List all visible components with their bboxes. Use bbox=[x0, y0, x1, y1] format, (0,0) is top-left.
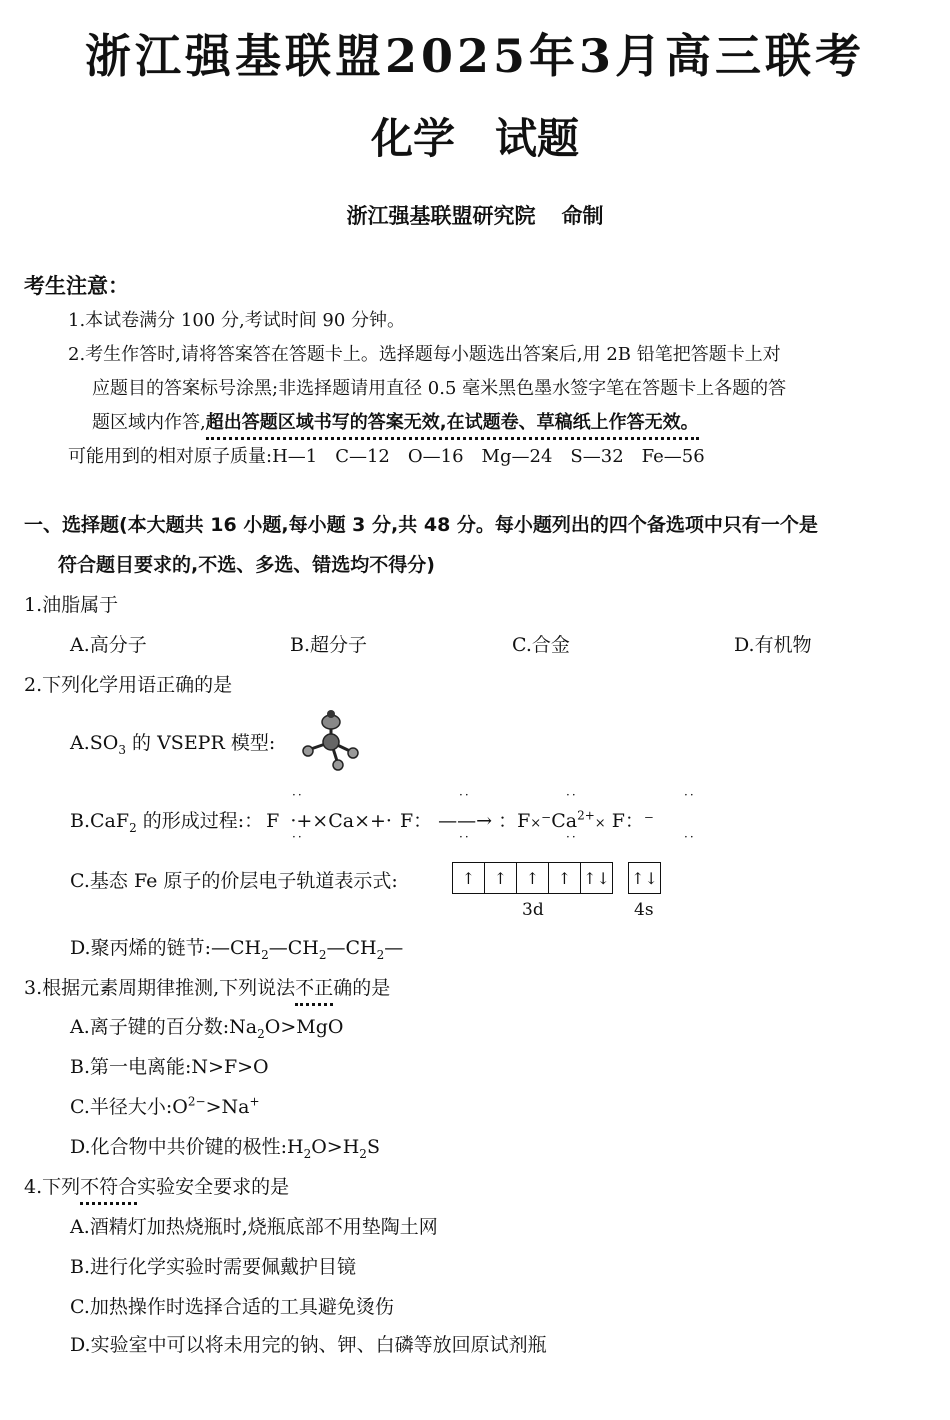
emphasized-warning: 超出答题区域书写的答案无效,在试题卷、草稿纸上作答无效。 bbox=[206, 412, 699, 440]
q2-option-c: C.基态 Fe 原子的价层电子轨道表示式: bbox=[70, 870, 398, 892]
orbital-diagram-3d bbox=[452, 862, 613, 894]
q1-option-a: A.高分子 bbox=[70, 634, 147, 656]
notice-item-1: 1.本试卷满分 100 分,考试时间 90 分钟。 bbox=[68, 310, 406, 331]
q3-option-d: D.化合物中共价键的极性$:H_2O>H_2S$ bbox=[70, 1136, 380, 1161]
orbital-diagram-4s bbox=[628, 862, 661, 894]
orbital-box: ↑↓ bbox=[580, 863, 612, 893]
q1-option-c: C.合金 bbox=[512, 634, 570, 656]
q2-option-b: B.CaF$_2$ 的形成过程:：F ·+×Ca×+· F： ——→ ：$F\times^-Ca^{2+}\times F$：⁻ bbox=[70, 808, 654, 835]
orbital-box: ↑↓ bbox=[631, 868, 658, 888]
notice-item-2-line-2: 应题目的答案标号涂黑;非选择题请用直径 0.5 毫米黑色墨水签字笔在答题卡上各题的答 bbox=[92, 378, 787, 399]
orbital-box: ↑ bbox=[461, 868, 476, 888]
publisher: 浙江强基联盟研究院 命制 bbox=[346, 204, 604, 228]
question-2-stem: 2.下列化学用语正确的是 bbox=[24, 674, 233, 696]
vsepr-model-figure bbox=[300, 708, 364, 770]
question-4-stem: 4.下列不符合实验安全要求的是 bbox=[24, 1172, 289, 1199]
q3-option-c: C.半径大小$:O^{2-}>Na^+$ bbox=[70, 1094, 260, 1118]
exam-title-cut: 浙江强基联盟2025年3月高三联考 bbox=[84, 29, 866, 83]
question-3-stem: 3.根据元素周期律推测,下列说法不正确的是 bbox=[24, 973, 390, 1000]
q4-option-c: C.加热操作时选择合适的工具避免烫伤 bbox=[70, 1296, 394, 1318]
notice-item-2-line-3: 题区域内作答,超出答题区域书写的答案无效,在试题卷、草稿纸上作答无效。 bbox=[92, 406, 699, 440]
q2-option-d: D.聚丙烯的链节$:—CH_2—CH_2—CH_2—$ bbox=[70, 937, 404, 962]
notice-heading: 考生注意： bbox=[24, 274, 129, 298]
atomic-masses: 可能用到的相对原子质量:H—1 C—12 O—16 Mg—24 S—32 Fe—56 bbox=[68, 446, 705, 467]
subject-title: 化学 试题 bbox=[370, 114, 580, 163]
orbital-box: ↑ bbox=[516, 863, 548, 893]
orbital-box: ↑ bbox=[484, 863, 516, 893]
label-3d: 3d bbox=[522, 900, 544, 920]
orbital-box: ↑ bbox=[548, 863, 580, 893]
section-heading: 一、选择题(本大题共 16 小题,每小题 3 分,共 48 分。每小题列出的四个备选项中只有一个是 符合题目要求的,不选、多选、错选均不得分) bbox=[24, 514, 818, 576]
q4-option-b: B.进行化学实验时需要佩戴护目镜 bbox=[70, 1256, 357, 1278]
question-1-stem: 1.油脂属于 bbox=[24, 594, 119, 616]
q1-option-d: D.有机物 bbox=[734, 634, 812, 656]
q4-option-a: A.酒精灯加热烧瓶时,烧瓶底部不用垫陶土网 bbox=[70, 1216, 438, 1238]
q3-option-b: B.第一电离能:N>F>O bbox=[70, 1056, 269, 1078]
label-4s: 4s bbox=[634, 900, 654, 920]
notice-item-2-line-1: 2.考生作答时,请将答案答在答题卡上。选择题每小题选出答案后,用 2B 铅笔把答题卡上对 bbox=[68, 344, 781, 365]
q2-option-a: $A.SO_3$ 的 VSEPR 模型: bbox=[70, 732, 276, 757]
q1-option-b: B.超分子 bbox=[290, 634, 368, 656]
q4-option-d-cut: D.实验室中可以将未用完的钠、钾、白磷等放回原试剂瓶 bbox=[70, 1334, 547, 1356]
q3-option-a: A.离子键的百分数$:Na_2O>MgO$ bbox=[70, 1016, 344, 1041]
